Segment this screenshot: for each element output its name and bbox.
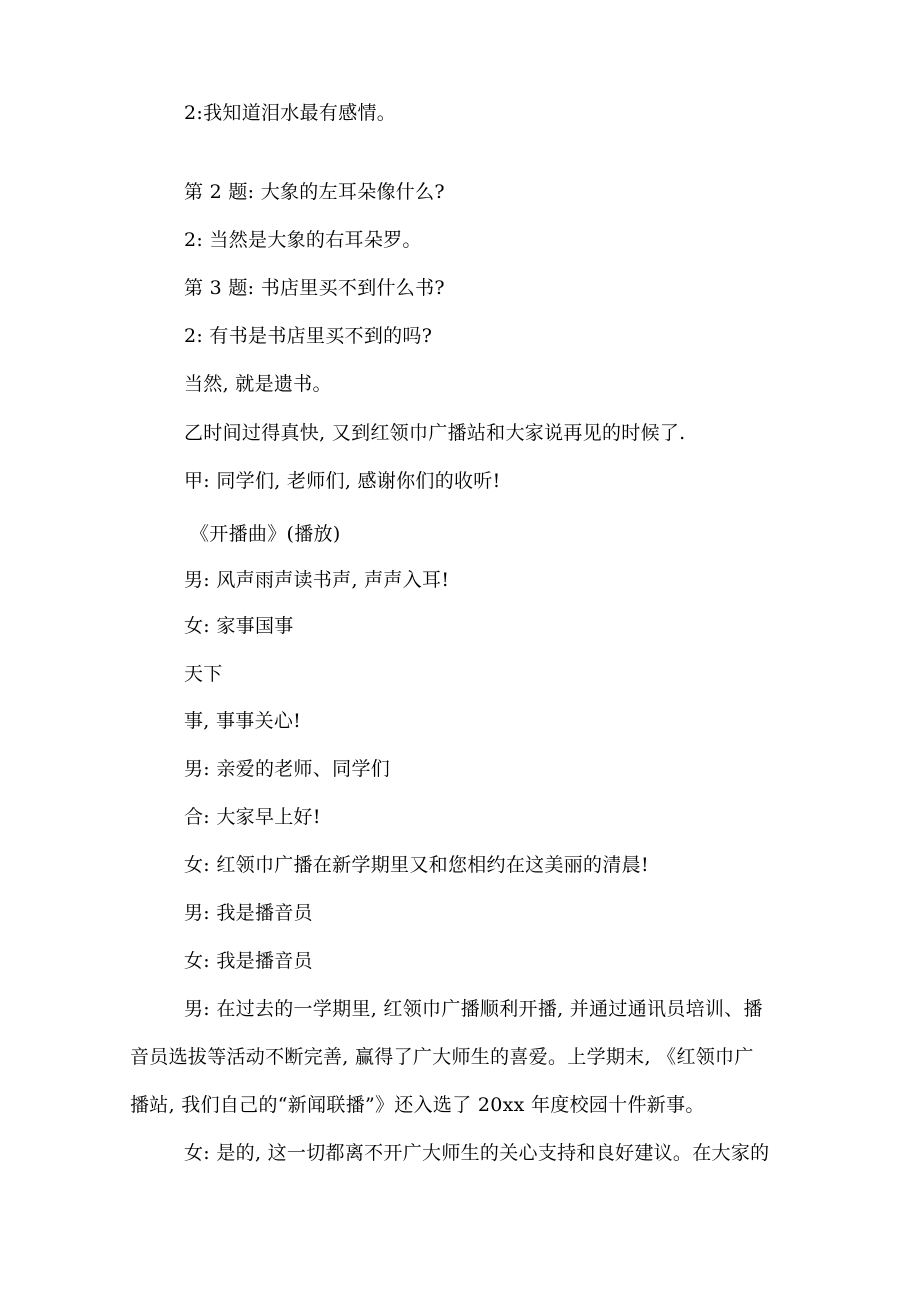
- text-line-2: 第 2 题: 大象的左耳朵像什么?: [184, 181, 445, 203]
- text-line-21: 播站, 我们自己的“新闻联播”》还入选了 20xx 年度校园十件新事。: [130, 1094, 705, 1116]
- text-line-3: 2: 当然是大象的右耳朵罗。: [184, 229, 422, 251]
- text-line-6: 当然, 就是遗书。: [184, 373, 332, 395]
- text-line-9: 《开播曲》(播放): [190, 523, 341, 545]
- text-line-22: 女: 是的, 这一切都离不开广大师生的关心支持和良好建议。在大家的: [184, 1142, 770, 1164]
- text-line-5: 2: 有书是书店里买不到的吗?: [184, 325, 433, 347]
- text-line-18: 女: 我是播音员: [184, 950, 313, 972]
- text-line-19: 男: 在过去的一学期里, 红领巾广播顺利开播, 并通过通讯员培训、播: [184, 998, 763, 1020]
- text-line-15: 合: 大家早上好!: [184, 806, 321, 828]
- text-line-13: 事, 事事关心!: [184, 710, 302, 732]
- text-line-17: 男: 我是播音员: [184, 902, 313, 924]
- text-line-4: 第 3 题: 书店里买不到什么书?: [184, 277, 445, 299]
- text-line-7: 乙时间过得真快, 又到红领巾广播站和大家说再见的时候了.: [184, 422, 686, 444]
- text-line-14: 男: 亲爱的老师、同学们: [184, 758, 391, 780]
- text-line-10: 男: 风声雨声读书声, 声声入耳!: [184, 569, 450, 591]
- text-line-8: 甲: 同学们, 老师们, 感谢你们的收听!: [184, 470, 501, 492]
- text-line-16: 女: 红领巾广播在新学期里又和您相约在这美丽的清晨!: [184, 854, 649, 876]
- text-line-1: 2:我知道泪水最有感情。: [184, 102, 397, 124]
- text-line-20: 音员选拔等活动不断完善, 赢得了广大师生的喜爱。上学期末, 《红领巾广: [130, 1046, 754, 1068]
- text-line-11: 女: 家事国事: [184, 615, 294, 637]
- text-line-12: 天下: [184, 663, 223, 685]
